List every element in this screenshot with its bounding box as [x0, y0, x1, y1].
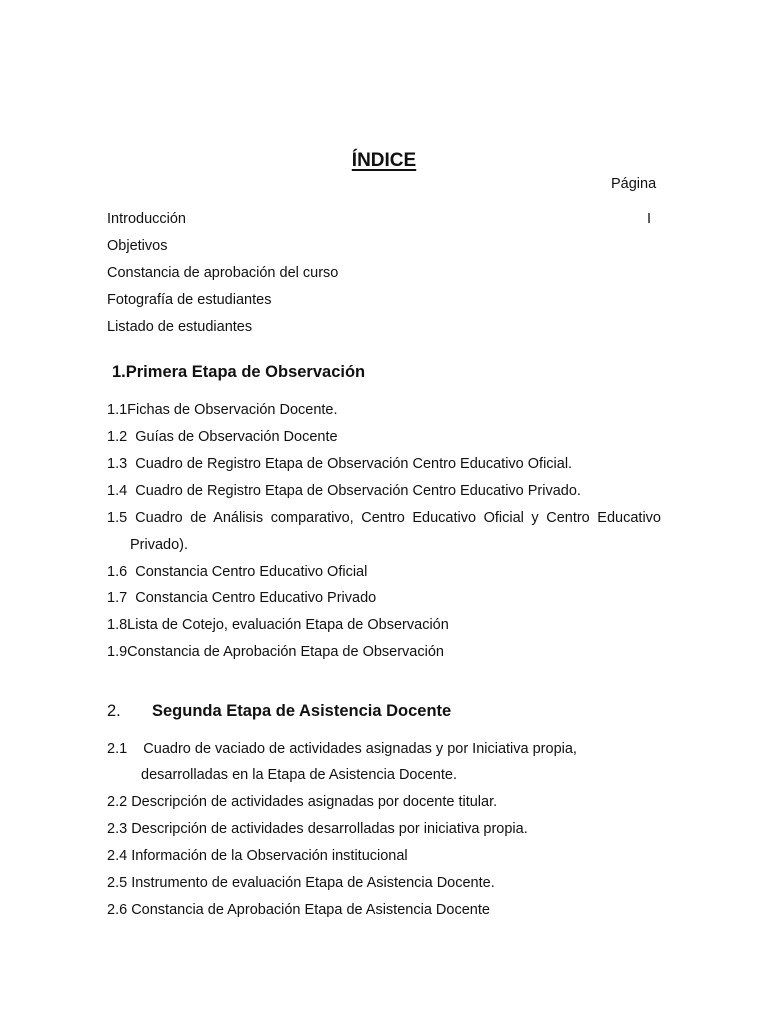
item-number: 2.2	[107, 794, 128, 810]
toc-item	[107, 455, 572, 473]
item-number: 1.5	[107, 510, 128, 526]
item-number: 2.4	[107, 848, 128, 864]
item-text: Cuadro de vaciado de actividades asignadas y por Iniciativa propia,	[143, 741, 577, 757]
section-1-heading: 1.Primera Etapa de Observación	[112, 363, 366, 381]
item-text-continuation: Privado).	[130, 537, 189, 553]
item-number: 1.9	[107, 644, 128, 660]
item-text: Cuadro de Análisis comparativo, Centro Educativo Oficial y Centro Educativo	[135, 510, 661, 526]
toc-item	[107, 482, 581, 500]
item-text: Cuadro de Registro Etapa de Observación Centro Educativo Privado.	[135, 483, 581, 499]
item-number: 1.6	[107, 564, 128, 580]
toc-item	[107, 643, 444, 661]
toc-item	[107, 509, 661, 527]
item-number: 1.7	[107, 590, 128, 606]
toc-item	[107, 793, 497, 811]
item-number: 2.6	[107, 902, 128, 918]
item-text: Información de la Observación institucional	[131, 848, 408, 864]
section-2-number: 2.	[107, 702, 121, 720]
toc-item	[107, 874, 495, 892]
item-text: Constancia Centro Educativo Oficial	[135, 564, 368, 580]
toc-item	[107, 820, 528, 838]
toc-item	[107, 401, 338, 419]
toc-item	[107, 616, 449, 634]
item-number: 1.1	[107, 402, 128, 418]
toc-item	[107, 847, 408, 865]
item-text: Descripción de actividades desarrolladas por iniciativa propia.	[131, 821, 528, 837]
toc-entry-student-photo: Fotografía de estudiantes	[107, 292, 272, 308]
item-number: 1.4	[107, 483, 128, 499]
toc-page-number: I	[647, 211, 652, 227]
toc-item	[107, 428, 338, 446]
toc-item	[107, 563, 367, 581]
item-number: 2.1	[107, 741, 128, 757]
item-text: Constancia de Aprobación Etapa de Asistencia Docente	[131, 902, 490, 918]
item-text: Guías de Observación Docente	[135, 429, 338, 445]
item-number: 2.5	[107, 875, 128, 891]
toc-item	[107, 901, 490, 919]
item-text: Constancia de Aprobación Etapa de Observación	[127, 644, 444, 660]
item-text: Instrumento de evaluación Etapa de Asistencia Docente.	[131, 875, 495, 891]
item-text: Cuadro de Registro Etapa de Observación Centro Educativo Oficial.	[135, 456, 573, 472]
item-text: Constancia Centro Educativo Privado	[135, 590, 377, 606]
item-text: Descripción de actividades asignadas por docente titular.	[131, 794, 498, 810]
index-title: ÍNDICE	[351, 150, 417, 171]
toc-entry-objectives: Objetivos	[107, 238, 168, 254]
section-2-heading: Segunda Etapa de Asistencia Docente	[152, 702, 452, 720]
item-number: 2.3	[107, 821, 128, 837]
item-text: Lista de Cotejo, evaluación Etapa de Observación	[127, 617, 449, 633]
toc-entry-course-approval: Constancia de aprobación del curso	[107, 265, 339, 281]
item-number: 1.3	[107, 456, 128, 472]
toc-item	[107, 589, 376, 607]
toc-entry-introduction: Introducción	[107, 211, 186, 227]
item-number: 1.2	[107, 429, 128, 445]
item-text-continuation: desarrolladas en la Etapa de Asistencia Docente.	[141, 767, 457, 783]
toc-entry-student-list: Listado de estudiantes	[107, 319, 253, 335]
item-number: 1.8	[107, 617, 128, 633]
page-column-header: Página	[611, 176, 657, 192]
toc-item	[107, 740, 577, 758]
item-text: Fichas de Observación Docente.	[127, 402, 338, 418]
